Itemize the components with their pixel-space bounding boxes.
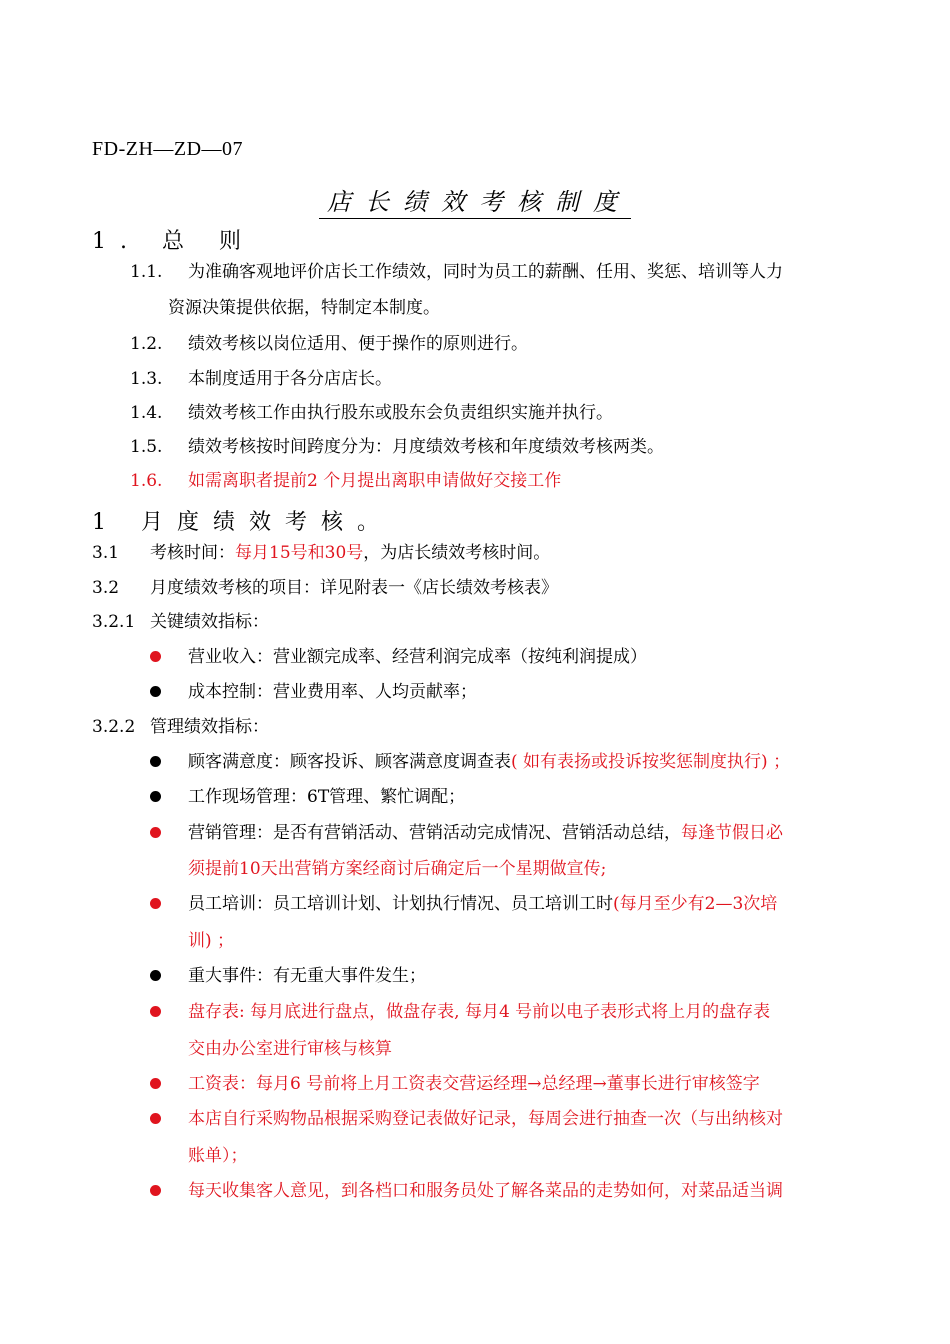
bullet-item: 本店自行采购物品根据采购登记表做好记录，每周会进行抽查一次（与出纳核对 <box>188 1109 783 1129</box>
bullet-item-continuation: 须提前10天出营销方案经商讨后确定后一个星期做宣传; <box>188 859 607 879</box>
bullet-icon <box>150 686 161 697</box>
list-item: 3.2.2 管理绩效指标： <box>92 717 269 737</box>
bullet-icon <box>150 1006 161 1017</box>
bullet-item: 盘存表: 每月底进行盘点，做盘存表, 每月4 号前以电子表形式将上月的盘存表 <box>188 1002 771 1022</box>
bullet-item: 营业收入：营业额完成率、经营利润完成率（按纯利润提成） <box>188 647 647 667</box>
bullet-item: 工资表：每月6 号前将上月工资表交营运经理→总经理→董事长进行审核签字 <box>188 1074 760 1094</box>
bullet-icon <box>150 827 161 838</box>
list-item-continuation: 资源决策提供依据，特制定本制度。 <box>168 298 440 318</box>
bullet-icon <box>150 970 161 981</box>
bullet-icon <box>150 1078 161 1089</box>
bullet-item-continuation: 交由办公室进行审核与核算 <box>188 1039 392 1059</box>
bullet-item: 顾客满意度：顾客投诉、顾客满意度调查表( 如有表扬或投诉按奖惩制度执行) ； <box>188 752 791 772</box>
bullet-icon <box>150 651 161 662</box>
list-item: 3.2 月度绩效考核的项目：详见附表一《店长绩效考核表》 <box>92 578 558 598</box>
list-item: 1.3. 本制度适用于各分店店长。 <box>130 369 392 389</box>
bullet-icon <box>150 1113 161 1124</box>
bullet-icon <box>150 898 161 909</box>
list-item: 1.2. 绩效考核以岗位适用、便于操作的原则进行。 <box>130 334 528 354</box>
bullet-item: 工作现场管理：6T管理、繁忙调配； <box>188 787 466 807</box>
document-code: FD-ZH—ZD—07 <box>92 138 244 160</box>
bullet-item-continuation: 训) ； <box>188 931 235 951</box>
bullet-item: 每天收集客人意见，到各档口和服务员处了解各菜品的走势如何，对菜品适当调 <box>188 1181 783 1201</box>
list-item: 3.2.1 关键绩效指标： <box>92 612 269 632</box>
document-title-wrap <box>0 182 950 217</box>
bullet-item: 员工培训：员工培训计划、计划执行情况、员工培训工时(每月至少有2—3次培 <box>188 894 778 914</box>
bullet-item: 重大事件：有无重大事件发生； <box>188 966 426 986</box>
list-item: 1.6. 如需离职者提前2 个月提出离职申请做好交接工作 <box>130 471 562 491</box>
bullet-icon <box>150 791 161 802</box>
bullet-icon <box>150 756 161 767</box>
bullet-item-continuation: 账单）； <box>188 1146 248 1166</box>
list-item: 1.5. 绩效考核按时间跨度分为：月度绩效考核和年度绩效考核两类。 <box>130 437 664 457</box>
bullet-item: 成本控制：营业费用率、人均贡献率； <box>188 682 477 702</box>
bullet-icon <box>150 1185 161 1196</box>
list-item: 1.1. 为准确客观地评价店长工作绩效，同时为员工的薪酬、任用、奖惩、培训等人力 <box>130 262 783 282</box>
list-item: 1.4. 绩效考核工作由执行股东或股东会负责组织实施并执行。 <box>130 403 613 423</box>
list-item: 3.1 考核时间：每月15号和30号，为店长绩效考核时间。 <box>92 543 551 563</box>
section-heading-general: 1. 总 则 <box>92 229 255 254</box>
bullet-item: 营销管理：是否有营销活动、营销活动完成情况、营销活动总结，每逢节假日必 <box>188 823 783 843</box>
section-heading-monthly: 1 月度绩效考核。 <box>92 510 393 535</box>
document-title: 店长绩效考核制度 <box>319 188 631 219</box>
